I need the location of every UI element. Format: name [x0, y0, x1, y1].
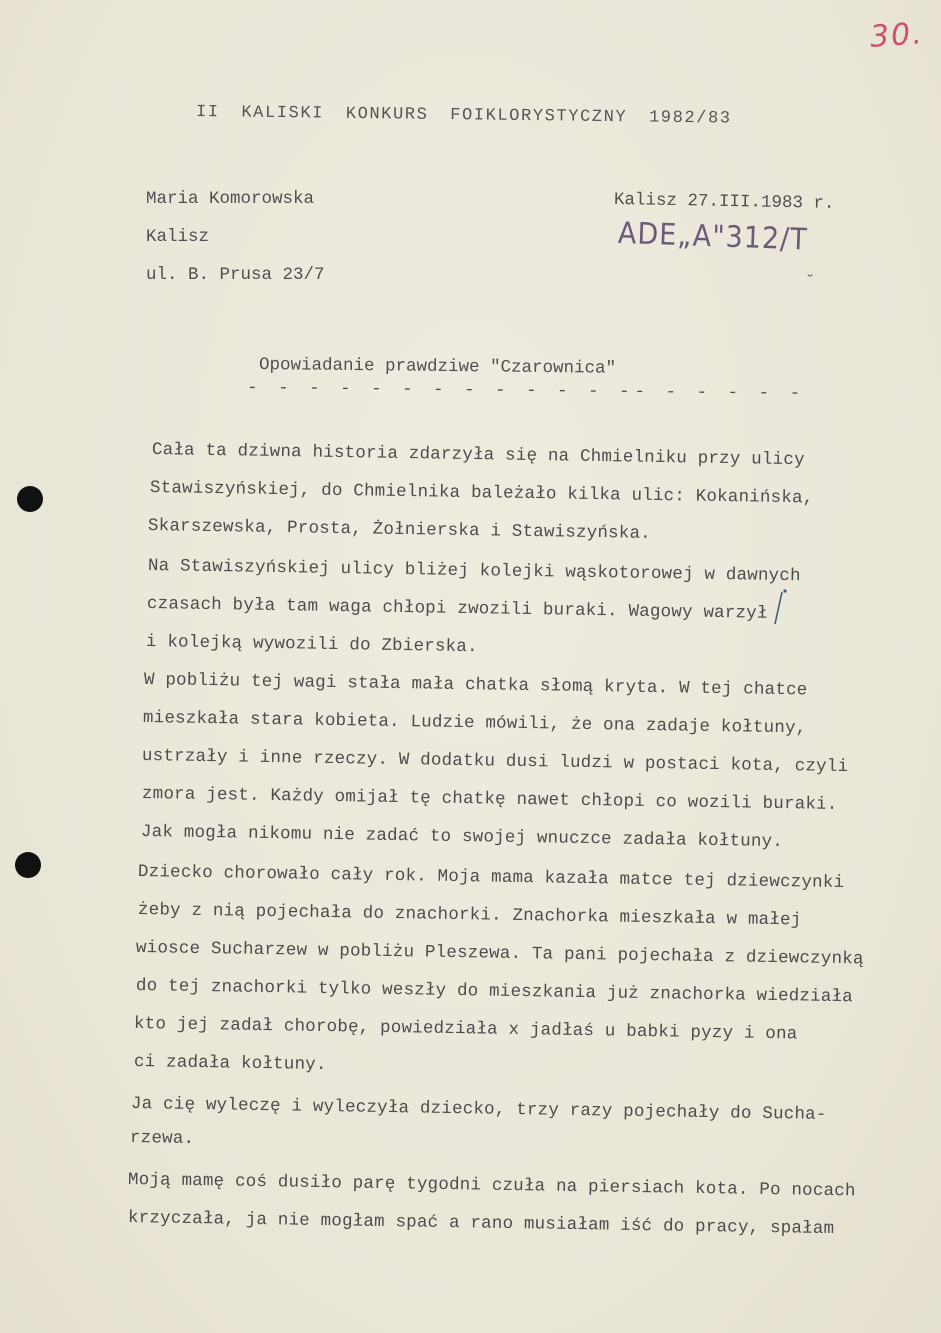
body-line: Jak mogła nikomu nie zadać to swojej wnuczce zadała kołtuny.	[140, 822, 784, 853]
archive-mark: ˘	[806, 272, 814, 291]
sender-city: Kalisz	[146, 227, 210, 247]
body-line: żeby z nią pojechała do znachorki. Znachorka mieszkała w małej	[137, 900, 802, 931]
body-line: Skarszewska, Prosta, Żołnierska i Stawiszyńska.	[147, 516, 652, 544]
body-line: Moją mamę coś dusiło parę tygodni czuła na piersiach kota. Po nocach	[127, 1170, 856, 1202]
pen-correction-mark	[770, 588, 790, 628]
sender-name: Maria Komorowska	[146, 189, 315, 209]
body-line: Stawiszyńskiej, do Chmielnika bależało kilka ulic: Kokanińska,	[149, 478, 814, 509]
body-line: Cała ta dziwna historia zdarzyła się na Chmielniku przy ulicy	[151, 440, 805, 471]
body-line: zmora jest. Każdy omijał tę chatkę nawet chłopi co wozili buraki.	[141, 784, 838, 815]
story-title: Opowiadanie prawdziwe "Czarownica"	[258, 355, 617, 379]
sender-address: ul. B. Prusa 23/7	[146, 265, 325, 285]
body-line: czasach była tam waga chłopi zwozili buraki. Wagowy warzył	[146, 594, 768, 624]
body-line: Ja cię wyleczę i wyleczyła dziecko, trzy razy pojechały do Sucha-	[130, 1094, 827, 1125]
sender-block	[146, 180, 325, 294]
body-line: Na Stawiszyńskiej ulicy bliżej kolejki wąskotorowej w dawnych	[147, 556, 801, 587]
page-number: 30.	[868, 16, 925, 55]
body-line: W pobliżu tej wagi stała mała chatka słomą kryta. W tej chatce	[143, 670, 808, 701]
archive-signature: ADE„A"312/T	[617, 216, 809, 258]
body-line: ustrzały i inne rzeczy. W dodatku dusi ludzi w postaci kota, czyli	[141, 746, 849, 778]
body-line: ci zadała kołtuny.	[133, 1052, 327, 1076]
contest-heading: II KALISKI KONKURS FOIKLORYSTYCZNY 1982/83	[195, 103, 732, 129]
body-line: wiosce Sucharzew w pobliżu Pleszewa. Ta pani pojechała z dziewczynką	[135, 938, 864, 970]
body-line: rzewa.	[129, 1128, 195, 1150]
body-line: mieszkała stara kobieta. Ludzie mówili, że ona zadaje kołtuny,	[142, 708, 807, 739]
punch-hole-bottom	[15, 852, 41, 878]
punch-hole-top	[17, 486, 43, 512]
body-line: kto jej zadał chorobę, powiedziała x jadłaś u babki pyzy i ona	[133, 1014, 798, 1045]
title-underline: - - - - - - - - - - - - -- - - - - -	[246, 378, 806, 404]
document-date: Kalisz 27.III.1983 r.	[613, 190, 835, 214]
body-line: krzyczała, ja nie mogłam spać a rano musiałam iść do pracy, spałam	[127, 1208, 835, 1240]
body-line: do tej znachorki tylko weszły do mieszkania już znachorka wiedziała	[135, 976, 854, 1008]
body-line: Dziecko chorowało cały rok. Moja mama kazała matce tej dziewczynki	[137, 862, 845, 894]
body-line: i kolejką wywozili do Zbierska.	[145, 632, 478, 658]
